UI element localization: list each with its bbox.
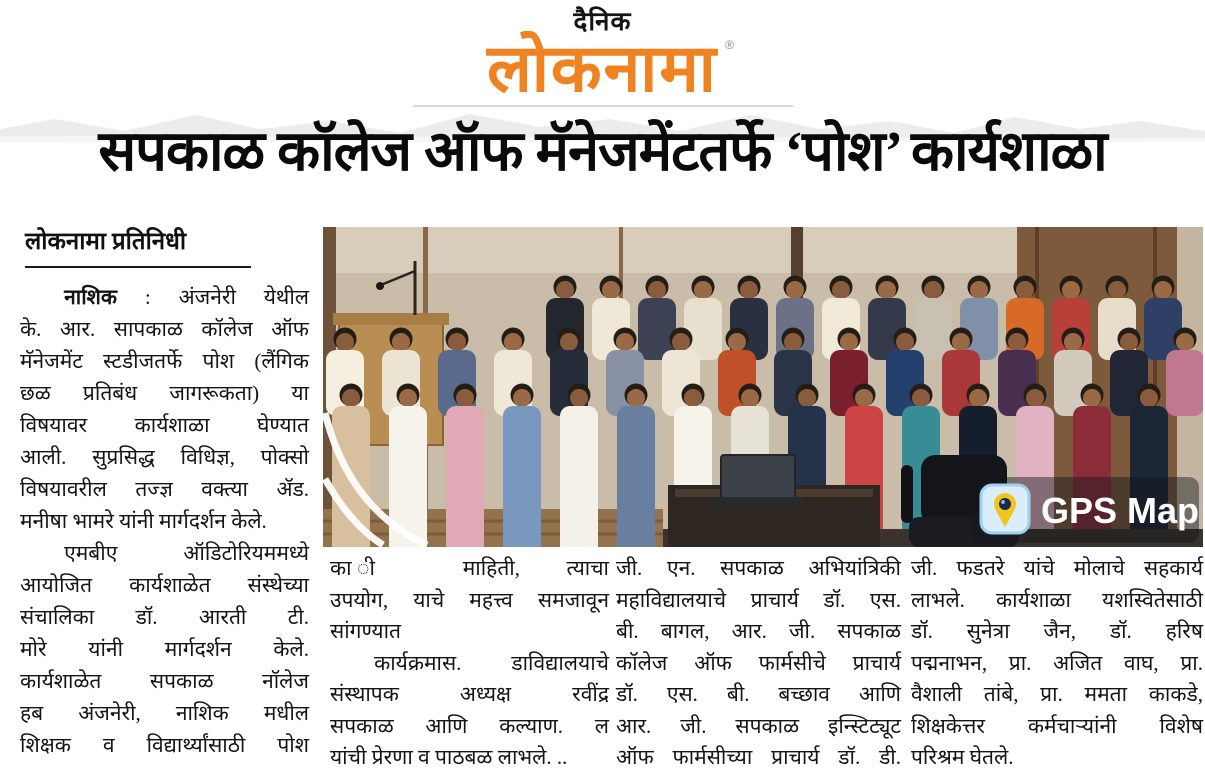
article-line: मॅनेजमेंट स्टडीजतर्फे पोश (लैंगिक xyxy=(20,349,309,373)
article-line: महाविद्यालयाचे प्राचार्य डॉ. एस. xyxy=(616,587,901,612)
headline: सपकाळ कॉलेज ऑफ मॅनेजमेंटतर्फे ‘पोश’ कार्यशाळा xyxy=(98,121,1107,183)
article-line: बी. बागल, आर. जी. सपकाळ xyxy=(616,619,901,643)
article-column-3 xyxy=(616,553,901,774)
article-line: परिश्रम घेतले. xyxy=(911,745,1014,769)
article-line: वैशाली तांबे, प्रा. ममता काकडे, xyxy=(911,682,1203,706)
article-line: पद्मनाभन, प्रा. अजित वाघ, प्रा. xyxy=(911,650,1203,675)
article-line: लाभले. कार्यशाळा यशस्वितेसाठी xyxy=(911,587,1203,612)
gps-map-watermark xyxy=(971,477,1199,543)
article-line: जी. फडतरे यांचे मोलाचे सहकार्य xyxy=(911,556,1203,580)
article-line: संस्थापक अध्यक्ष रवींद्र xyxy=(330,682,609,706)
article-line: सांगण्यात xyxy=(330,619,402,643)
group-photo-illustration xyxy=(323,227,1203,547)
article-line: शिक्षकेत्तर कर्मचाऱ्यांनी विशेष xyxy=(911,713,1203,738)
article-line: उपयोग, याचे महत्त्व समजावून xyxy=(330,587,609,612)
article-line: ऑफ फार्मसीच्या प्राचार्य डॉ. डी. xyxy=(616,745,901,769)
article-line: कॉलेज ऑफ फार्मसीचे प्राचार्य xyxy=(616,650,901,675)
article-column-4 xyxy=(911,553,1203,774)
article-line: के. आर. सापकाळ कॉलेज ऑफ xyxy=(20,317,309,341)
article-line: संचालिका डॉ. आरती टी. xyxy=(20,605,309,629)
article-line: डॉ. एस. बी. बच्छाव आणि xyxy=(616,682,901,706)
masthead-logo-row xyxy=(487,32,734,106)
article-line: का ी माहिती, त्याचा xyxy=(330,556,609,580)
article-line: आर. जी. सपकाळ इन्स्टिट्यूट xyxy=(616,713,901,738)
person-figure xyxy=(446,384,484,548)
article-line: विषयावरील तज्ज्ञ वक्त्या ॲड. xyxy=(20,477,309,501)
byline: लोकनामा प्रतिनिधी xyxy=(25,229,187,255)
article-line: कार्यक्रमास. डाविद्यालयाचे xyxy=(374,650,609,675)
masthead-logo: लोकनामा xyxy=(487,32,718,106)
article-line: यांची प्रेरणा व पाठबळ लाभले. .. xyxy=(330,745,568,769)
article-line: हब अंजनेरी, नाशिक मधील xyxy=(20,701,309,725)
person-figure xyxy=(560,384,598,548)
article-line: एमबीए ऑडिटोरियममध्ये xyxy=(64,541,309,565)
person-figure xyxy=(617,384,655,548)
article-line: शिक्षक व विद्यार्थ्यांसाठी पोश xyxy=(20,733,309,757)
gps-map-label: GPS Map xyxy=(1041,490,1200,531)
article-column-1 xyxy=(20,281,309,761)
person-figure xyxy=(332,384,370,548)
masthead xyxy=(0,8,1205,107)
registered-mark: ® xyxy=(725,37,734,52)
article-line: छळ प्रतिबंध जागरूकता) या xyxy=(20,381,309,405)
article-line: डॉ. सुनेत्रा जैन, डॉ. हरिष xyxy=(911,619,1203,643)
article-column-2 xyxy=(330,553,609,774)
person-figure xyxy=(503,384,541,548)
byline-rule xyxy=(25,266,251,268)
article-line: कार्यशाळेत सपकाळ नॉलेज xyxy=(20,669,309,693)
article-line: आली. सुप्रसिद्ध विधिज्ञ, पोक्सो xyxy=(20,445,309,469)
article-line: मनीषा भामरे यांनी मार्गदर्शन केले. xyxy=(20,509,267,533)
masthead-tagline: दैनिक xyxy=(573,7,632,36)
article-line: आयोजित कार्यशाळेत संस्थेच्या xyxy=(20,573,309,597)
article-line: मोरे यांनी मार्गदर्शन केले. xyxy=(20,637,309,661)
article-photo xyxy=(323,227,1203,547)
article-line: सपकाळ आणि कल्याण. ल xyxy=(330,713,609,738)
article-line: जी. एन. सपकाळ अभियांत्रिकी xyxy=(616,556,901,580)
article-line: नाशिक : अंजनेरी येथील xyxy=(64,285,309,309)
article-line: विषयावर कार्यशाळा घेण्यात xyxy=(20,413,309,437)
